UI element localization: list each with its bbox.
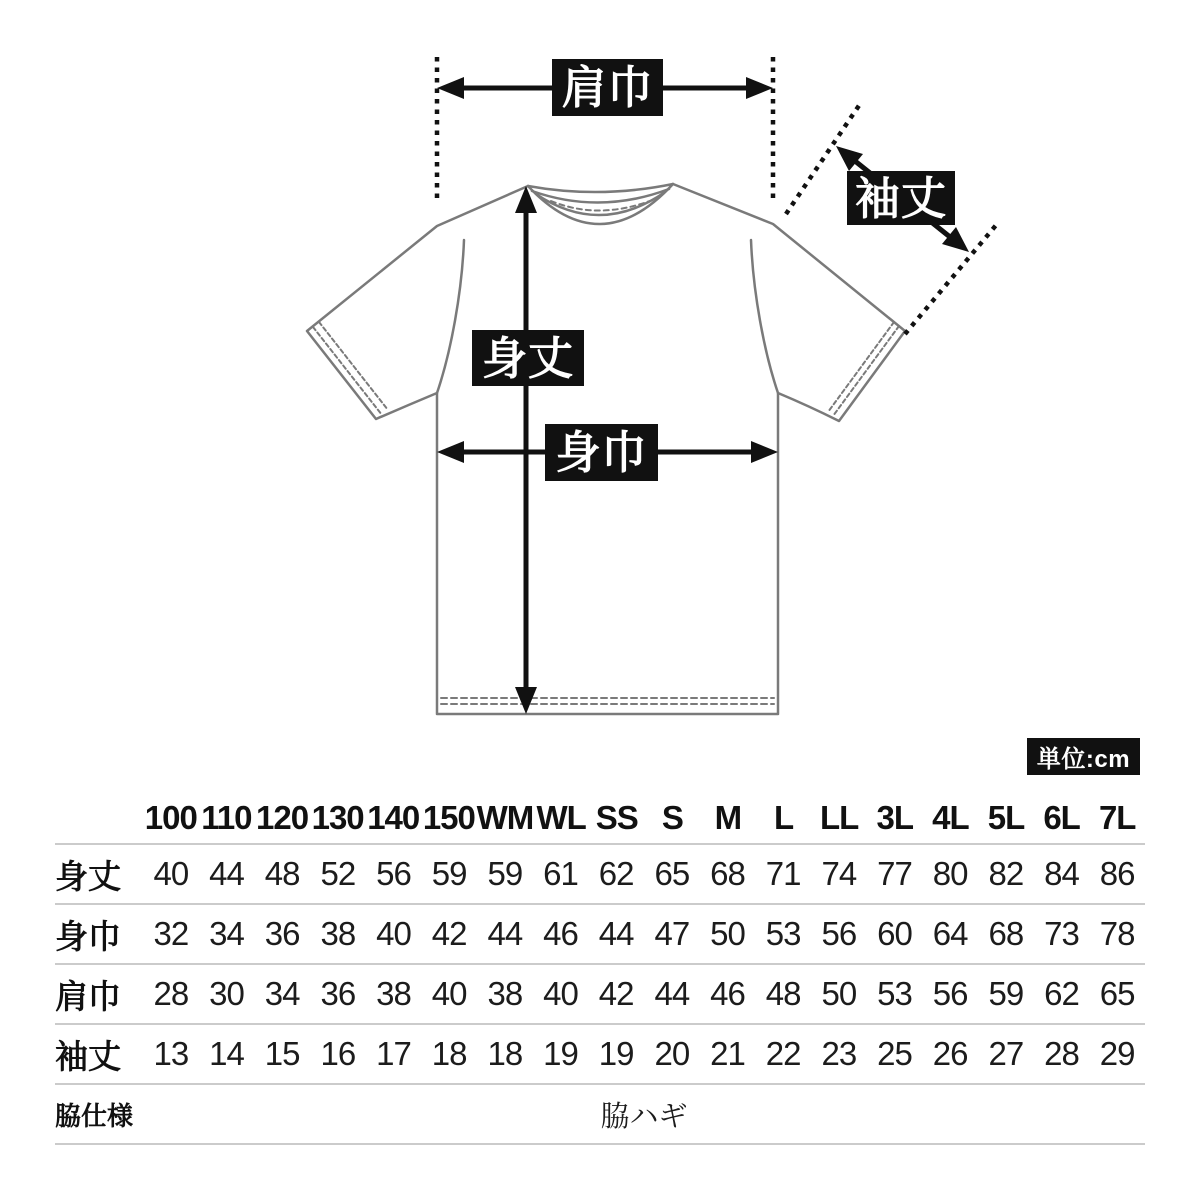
value-cell: 56 xyxy=(376,855,411,892)
body-width-label: 身巾 xyxy=(545,424,658,481)
value-cell: 19 xyxy=(543,1035,578,1072)
row-label-cell: 肩巾 xyxy=(55,977,121,1015)
value-cell: 38 xyxy=(376,975,411,1012)
value-cell: 48 xyxy=(765,975,801,1012)
size-table-row xyxy=(55,845,1145,905)
value-cell: 23 xyxy=(821,1035,857,1072)
value-cell: 38 xyxy=(320,915,356,952)
size-header-cell: 150 xyxy=(422,799,475,836)
size-header-cell: 130 xyxy=(311,799,364,836)
value-cell: 80 xyxy=(932,855,968,892)
value-cell: 44 xyxy=(487,915,523,952)
value-cell: 13 xyxy=(153,1035,189,1072)
value-cell: 52 xyxy=(320,855,356,892)
size-header-cell: LL xyxy=(819,799,859,836)
value-cell: 46 xyxy=(543,915,578,952)
value-cell: 56 xyxy=(821,915,857,952)
value-cell: 59 xyxy=(431,855,467,892)
unit-badge: 単位:cm xyxy=(1027,738,1140,775)
shoulder-width-arrowhead-right xyxy=(746,77,773,99)
shoulder-width-arrowhead-left xyxy=(437,77,464,99)
value-cell: 59 xyxy=(487,855,523,892)
value-cell: 15 xyxy=(264,1035,300,1072)
size-table xyxy=(55,788,1145,1145)
value-cell: 50 xyxy=(821,975,857,1012)
size-header-cell: 7L xyxy=(1098,799,1136,836)
value-cell: 20 xyxy=(654,1035,690,1072)
value-cell: 64 xyxy=(932,915,968,952)
value-cell: 68 xyxy=(710,855,745,892)
value-cell: 21 xyxy=(710,1035,745,1072)
value-cell: 32 xyxy=(153,915,189,952)
value-cell: 28 xyxy=(153,975,189,1012)
size-table-row xyxy=(55,905,1145,965)
value-cell: 77 xyxy=(877,855,912,892)
size-header-cell: 4L xyxy=(932,799,969,836)
value-cell: 17 xyxy=(376,1035,411,1072)
sleeve-length-label: 袖丈 xyxy=(847,171,955,225)
row-label-cell: 袖丈 xyxy=(55,1037,121,1075)
value-cell: 40 xyxy=(153,855,189,892)
size-table-header-row xyxy=(55,788,1145,845)
shoulder-width-label: 肩巾 xyxy=(552,59,663,116)
value-cell: 44 xyxy=(209,855,244,892)
footer-label-cell: 脇仕様 xyxy=(55,1100,134,1131)
value-cell: 34 xyxy=(209,915,244,952)
value-cell: 30 xyxy=(209,975,244,1012)
size-header-cell: WM xyxy=(476,799,534,836)
value-cell: 14 xyxy=(209,1035,244,1072)
value-cell: 86 xyxy=(1099,855,1135,892)
value-cell: 27 xyxy=(988,1035,1024,1072)
size-table-row xyxy=(55,965,1145,1025)
value-cell: 65 xyxy=(654,855,690,892)
row-label-cell: 身巾 xyxy=(55,917,121,955)
value-cell: 16 xyxy=(320,1035,356,1072)
size-header-cell: 140 xyxy=(367,799,420,836)
value-cell: 42 xyxy=(431,915,467,952)
value-cell: 18 xyxy=(487,1035,523,1072)
value-cell: 40 xyxy=(543,975,578,1012)
value-cell: 53 xyxy=(765,915,801,952)
size-header-cell: M xyxy=(714,799,742,836)
size-header-cell: S xyxy=(661,799,683,836)
value-cell: 36 xyxy=(320,975,356,1012)
value-cell: 53 xyxy=(877,975,912,1012)
value-cell: 34 xyxy=(264,975,300,1012)
value-cell: 44 xyxy=(654,975,690,1012)
value-cell: 62 xyxy=(598,855,634,892)
size-header-cell: 100 xyxy=(144,799,197,836)
value-cell: 59 xyxy=(988,975,1024,1012)
value-cell: 40 xyxy=(431,975,467,1012)
value-cell: 84 xyxy=(1044,855,1079,892)
value-cell: 73 xyxy=(1044,915,1079,952)
size-header-cell: L xyxy=(773,799,794,836)
value-cell: 74 xyxy=(821,855,857,892)
size-table-row xyxy=(55,1025,1145,1085)
size-header-cell: 5L xyxy=(987,799,1025,836)
value-cell: 25 xyxy=(877,1035,912,1072)
size-header-cell: 110 xyxy=(201,799,252,836)
body-length-label: 身丈 xyxy=(472,330,584,386)
value-cell: 62 xyxy=(1044,975,1079,1012)
size-table-footer-row xyxy=(55,1085,1145,1145)
value-cell: 47 xyxy=(654,915,690,952)
value-cell: 78 xyxy=(1099,915,1135,952)
row-label-cell: 身丈 xyxy=(55,857,121,895)
value-cell: 68 xyxy=(988,915,1024,952)
value-cell: 50 xyxy=(710,915,745,952)
value-cell: 71 xyxy=(765,855,801,892)
value-cell: 60 xyxy=(877,915,912,952)
value-cell: 61 xyxy=(543,855,578,892)
value-cell: 28 xyxy=(1044,1035,1079,1072)
value-cell: 19 xyxy=(598,1035,634,1072)
size-header-cell: 6L xyxy=(1043,799,1080,836)
value-cell: 42 xyxy=(598,975,634,1012)
value-cell: 44 xyxy=(598,915,634,952)
footer-value-cell: 脇ハギ xyxy=(600,1100,688,1133)
size-header-cell: SS xyxy=(595,799,638,836)
value-cell: 18 xyxy=(431,1035,467,1072)
value-cell: 56 xyxy=(932,975,968,1012)
size-header-cell: 3L xyxy=(876,799,914,836)
value-cell: 82 xyxy=(988,855,1024,892)
value-cell: 22 xyxy=(765,1035,801,1072)
value-cell: 40 xyxy=(376,915,411,952)
value-cell: 48 xyxy=(264,855,300,892)
size-header-cell: WL xyxy=(536,799,586,836)
value-cell: 36 xyxy=(264,915,300,952)
value-cell: 65 xyxy=(1099,975,1135,1012)
value-cell: 46 xyxy=(710,975,745,1012)
size-header-cell: 120 xyxy=(255,799,309,836)
value-cell: 29 xyxy=(1099,1035,1135,1072)
value-cell: 38 xyxy=(487,975,523,1012)
value-cell: 26 xyxy=(932,1035,968,1072)
